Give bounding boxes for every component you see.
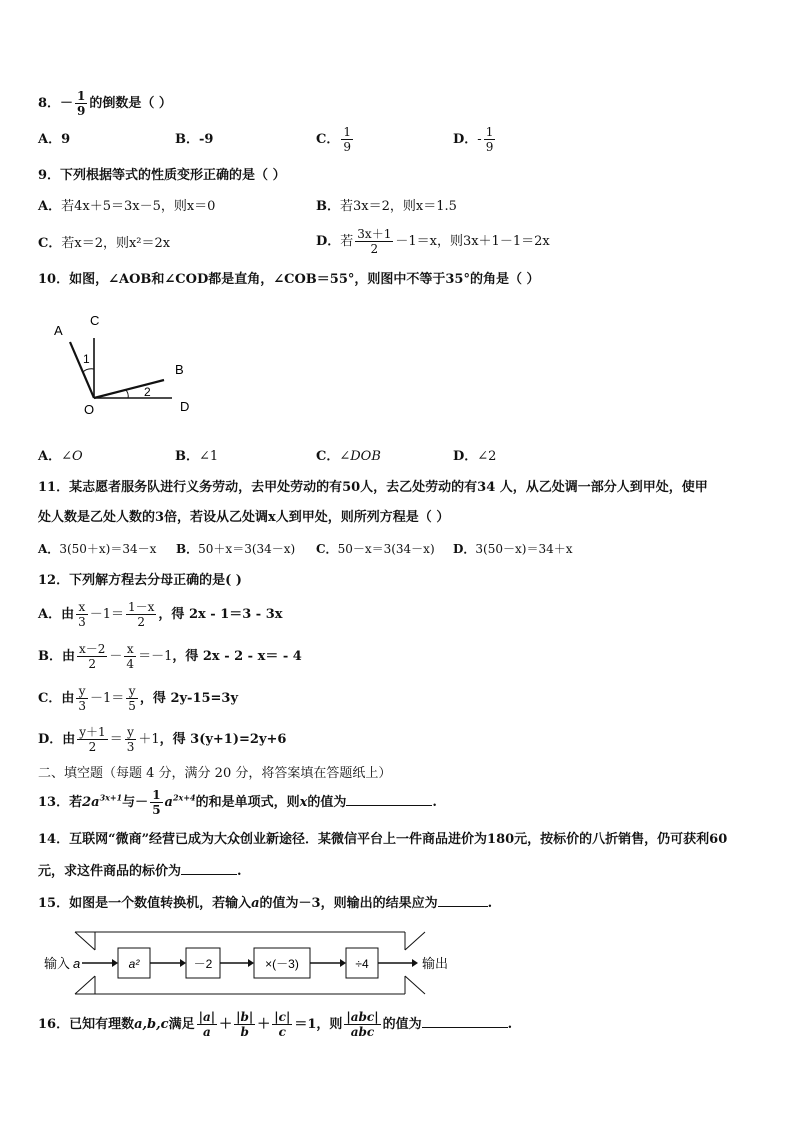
q12-option-c: C．由 $\frac{y}{3}$ －1＝ $\frac{y}{5}$ ，得 2y-15=3y <box>38 684 239 713</box>
q8-option-b: B．-9 <box>175 132 214 147</box>
step-times-neg3: ×(－3) <box>265 957 299 971</box>
question-14-line1: 14．互联网“微商”经营已成为大众创业新途径．某微信平台上一件商品进价为180元，按标价的八折销售，仍可获利60 <box>38 832 728 847</box>
step-minus-2: －2 <box>193 957 213 971</box>
q12-option-d: D．由 $\frac{y+1}{2}$ ＝ $\frac{y}{3}$ ＋1，得 3(y+1)=2y+6 <box>38 725 287 754</box>
q8-option-a: A．9 <box>38 132 71 147</box>
input-var: a <box>73 956 81 971</box>
q9-option-d: D．若 $\frac{3x+1}{2}$ －1＝x，则3x＋1－1＝2x <box>316 227 550 256</box>
q12-option-a: A．由 $\frac{x}{3}$ －1＝ $\frac{1-x}{2}$ ，得 2x - 1＝3 - 3x <box>38 600 283 629</box>
question-15-stem: 15．如图是一个数值转换机，若输入a的值为－3，则输出的结果应为 . <box>38 896 493 911</box>
q10-option-a: A．∠O <box>38 449 83 464</box>
angle-2-arc <box>126 390 128 398</box>
ray-ob <box>94 380 164 398</box>
label-c: C <box>90 313 100 328</box>
q8-option-d: D．- $\frac{1}{9}$ <box>453 125 494 154</box>
q11-option-c: C．50－x＝3(34－x) <box>316 542 435 556</box>
label-o: O <box>84 402 95 417</box>
fraction: $\frac{1}{9}$ <box>77 89 86 118</box>
label-d: D <box>180 399 190 414</box>
q10-option-b: B．∠1 <box>175 449 219 464</box>
q9-option-b: B．若3x＝2，则x＝1.5 <box>316 199 457 214</box>
conversion-machine <box>40 928 460 1000</box>
question-8-stem: 8．－ $\frac{1}{9}$ 的倒数是（ ） <box>38 89 172 118</box>
q11-option-d: D．3(50－x)＝34＋x <box>453 542 573 556</box>
output-label: 输出 <box>422 956 449 971</box>
answer-blank[interactable] <box>346 793 432 806</box>
section-2-title: 二、填空题（每题 4 分，满分 20 分，将答案填在答题纸上） <box>38 766 392 781</box>
question-13-stem: 13．若$2a^{3x+1}$与－ $\frac{1}{5}$ $a^{2x+4}$的和是单项式，则x的值为 . <box>38 788 437 817</box>
question-9-stem: 9．下列根据等式的性质变形正确的是（ ） <box>38 168 286 183</box>
question-14-line2: 元，求这件商品的标价为 . <box>38 864 242 879</box>
question-11-stem-line2: 处人数是乙处人数的3倍，若设从乙处调x人到甲处，则所列方程是（ ） <box>38 510 450 525</box>
ray-oa <box>70 342 94 398</box>
angle-figure <box>40 308 210 418</box>
input-label: 输入 <box>44 956 71 971</box>
label-angle-2: 2 <box>144 385 151 399</box>
q8-option-c: C． $\frac{1}{9}$ <box>316 125 351 154</box>
label-a: A <box>54 323 63 338</box>
question-16-stem: 16．已知有理数a,b,c满足 $\frac{|a|}{a}$ ＋ $\frac{|b|}{b}$ ＋ $\frac{|c|}{c}$ ＝1，则 $\frac{\text{|abc|}}{\text{abc}}$ 的值为 . <box>38 1010 513 1039</box>
q12-option-b: B．由 $\frac{x-2}{2}$ － $\frac{x}{4}$ ＝－1，得 2x - 2 - x＝ - 4 <box>38 642 302 671</box>
q9-option-a: A．若4x＋5＝3x－5，则x＝0 <box>38 199 216 214</box>
label-b: B <box>175 362 184 377</box>
answer-blank[interactable] <box>422 1015 508 1028</box>
angle-1-arc <box>83 369 94 372</box>
question-12-stem: 12．下列解方程去分母正确的是( ) <box>38 573 242 588</box>
q10-option-c: C．∠DOB <box>316 449 381 464</box>
answer-blank[interactable] <box>438 894 488 907</box>
q9-option-c: C．若x＝2，则x²＝2x <box>38 236 171 251</box>
question-11-stem-line1: 11．某志愿者服务队进行义务劳动，去甲处劳动的有50人，去乙处劳动的有34 人，从乙处调一部分人到甲处，使甲 <box>38 480 708 495</box>
step-square: a² <box>128 957 140 971</box>
answer-blank[interactable] <box>181 862 237 875</box>
q11-option-b: B．50＋x＝3(34－x) <box>176 542 296 556</box>
label-angle-1: 1 <box>83 352 90 366</box>
q11-option-a: A．3(50＋x)＝34－x <box>38 542 157 556</box>
step-divide-4: ÷4 <box>355 957 369 971</box>
q10-option-d: D．∠2 <box>453 449 497 464</box>
question-10-stem: 10．如图，∠AOB和∠COD都是直角，∠COB＝55°，则图中不等于35°的角是（ ） <box>38 272 540 287</box>
